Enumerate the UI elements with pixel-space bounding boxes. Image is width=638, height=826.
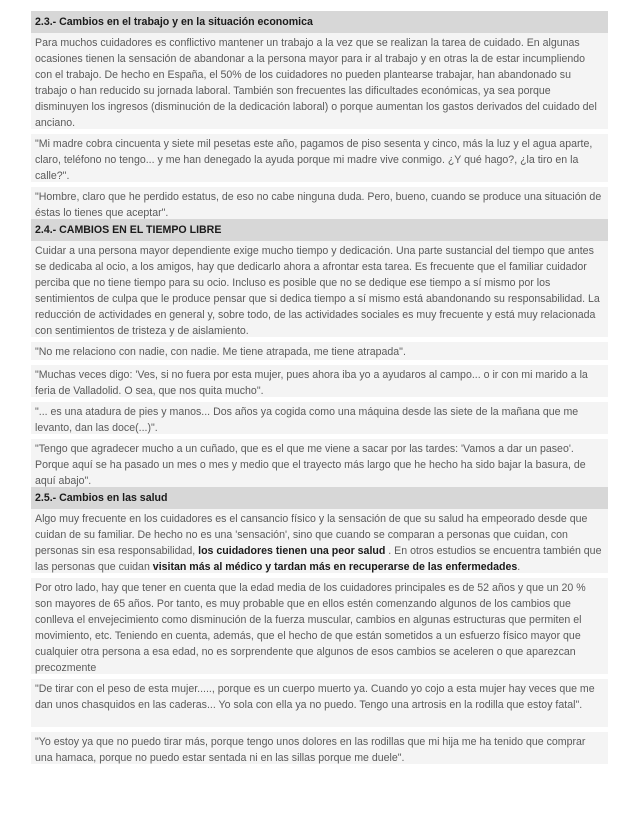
quote-paragraph [31,187,608,219]
paragraph [31,241,608,337]
quote-text: "Tengo que agradecer mucho a un cuñado, que es el que me viene a sacar por las tardes: 'Vamos a dar un paseo'. Porque aquí se ha pasado un mes o mes y medio que el trayecto más largo que he hecho ha sido bajar la basura, de aquí abajo". [35,443,586,487]
paragraph-text: Para muchos cuidadores es conflictivo mantener un trabajo a la vez que se realizan la tarea de cuidado. En algunas ocasiones tienen la sensación de abandonar a la persona mayor para ir al trabajo y en otras la de estar incumpliendo con el trabajo. De hecho en España, el 50% de los cuidadores no pueden plantearse trabajar, han abandonado su trabajo o han reducido su jornada laboral. También son frecuentes las dificultades económicas, ya sea porque disminuyen los ingresos (disminución de la dedicación laboral) o porque aumentan los gastos derivados del cuidado del anciano. [35,37,597,129]
quote-paragraph [31,365,608,397]
section-heading-text: 2.3.- Cambios en el trabajo y en la situación economica [35,16,313,28]
section-heading-text: 2.5.- Cambios en las salud [35,492,168,504]
quote-text: "De tirar con el peso de esta mujer....., porque es un cuerpo muerto ya. Cuando yo cojo a esta mujer hay veces que me dan unos chasquidos en las caderas... Yo sola con ella ya no puedo. Tengo una artrosis en la rodilla que estoy fatal". [35,683,595,711]
quote-paragraph [31,342,608,360]
paragraph [31,509,608,573]
emphasis-text: visitan más al médico y tardan más en recuperarse de las enfermedades [152,561,518,573]
paragraph [31,33,608,129]
paragraph-text [35,511,604,575]
quote-text: "No me relaciono con nadie, con nadie. Me tiene atrapada, me tiene atrapada". [35,346,406,358]
paragraph [31,578,608,674]
quote-paragraph [31,439,608,487]
section-heading-text: 2.4.- CAMBIOS EN EL TIEMPO LIBRE [35,224,222,236]
paragraph-text: Por otro lado, hay que tener en cuenta que la edad media de los cuidadores principales es de 52 años y que un 20 % son mayores de 65 años. Por tanto, es muy probable que en ellos estén comenzando algunos de los cambios que conlleva el envejecimiento como disminución de la fuerza muscular, cambios en algunas estructuras que permiten el movimiento, etc. Teniendo en cuenta, además, que el hecho de que están sometidos a un esfuerzo físico mayor que cualquier otra persona a esa edad, no es sorprendente que algunos de esos cambios se aceleren o que aparezcan precozmente [35,582,586,674]
quote-text: "Hombre, claro que he perdido estatus, de eso no cabe ninguna duda. Pero, bueno, cuando se produce una situación de éstas lo tienes que aceptar". [35,191,602,219]
section-heading [31,219,608,241]
paragraph-text-part: . En otros estudios se encuentra también que las personas que cuidan [35,545,602,573]
section-heading [31,11,608,33]
quote-text: "... es una atadura de pies y manos... Dos años ya cogida como una máquina desde las siete de la mañana que me levanto, dan las doce(...)". [35,406,579,434]
quote-text: "Yo estoy ya que no puedo tirar más, porque tengo unos dolores en las rodillas que mi hija me ha tenido que comprar una hamaca, porque no puedo estar sentada ni en las sillas porque me duele". [35,736,586,764]
quote-paragraph [31,679,608,727]
paragraph-text-part: Algo muy frecuente en los cuidadores es el cansancio físico y la sensación de que su salud ha empeorado desde que cuidan de su familiar. De hecho no es una 'sensación', sino que cuando se comparan a personas que cuidan, con personas sin esa responsabilidad, [35,513,588,557]
quote-paragraph [31,732,608,764]
quote-paragraph [31,402,608,434]
quote-text: "Mi madre cobra cincuenta y siete mil pesetas este año, pagamos de piso sesenta y cinco, más la luz y el agua aparte, claro, teléfono no tengo... y me han denegado la ayuda porque mi madre vive conmigo. ¿Y qué hago?, ¿la tiro en la calle?". [35,138,593,182]
quote-paragraph [31,134,608,182]
emphasis-text: los cuidadores tienen una peor salud [198,545,386,557]
section-heading [31,487,608,509]
paragraph-text: Cuidar a una persona mayor dependiente exige mucho tiempo y dedicación. Una parte sustancial del tiempo que antes se dedicaba al ocio, a los amigos, hay que dedicarlo ahora a afrontar esta tarea. Es frecuente que el familiar cuidador perciba que no tiene tiempo para su ocio. Incluso es posible que no se dedique ese tiempo a sí mismo por los sentimientos de culpa que le produce pensar que si dedica tiempo a sí mismo está abandonando su responsabilidad. La reducción de actividades en general y, sobre todo, de las actividades sociales es muy frecuente y está muy relacionada con sentimientos de tristeza y de aislamiento. [35,245,600,337]
document-body [31,11,608,764]
quote-text: "Muchas veces digo: 'Ves, si no fuera por esta mujer, pues ahora iba yo a ayudaros al campo... o ir con mi marido a la feria de Valladolid. O sea, que nos quita mucho". [35,369,588,397]
paragraph-text-part: . [517,561,521,573]
